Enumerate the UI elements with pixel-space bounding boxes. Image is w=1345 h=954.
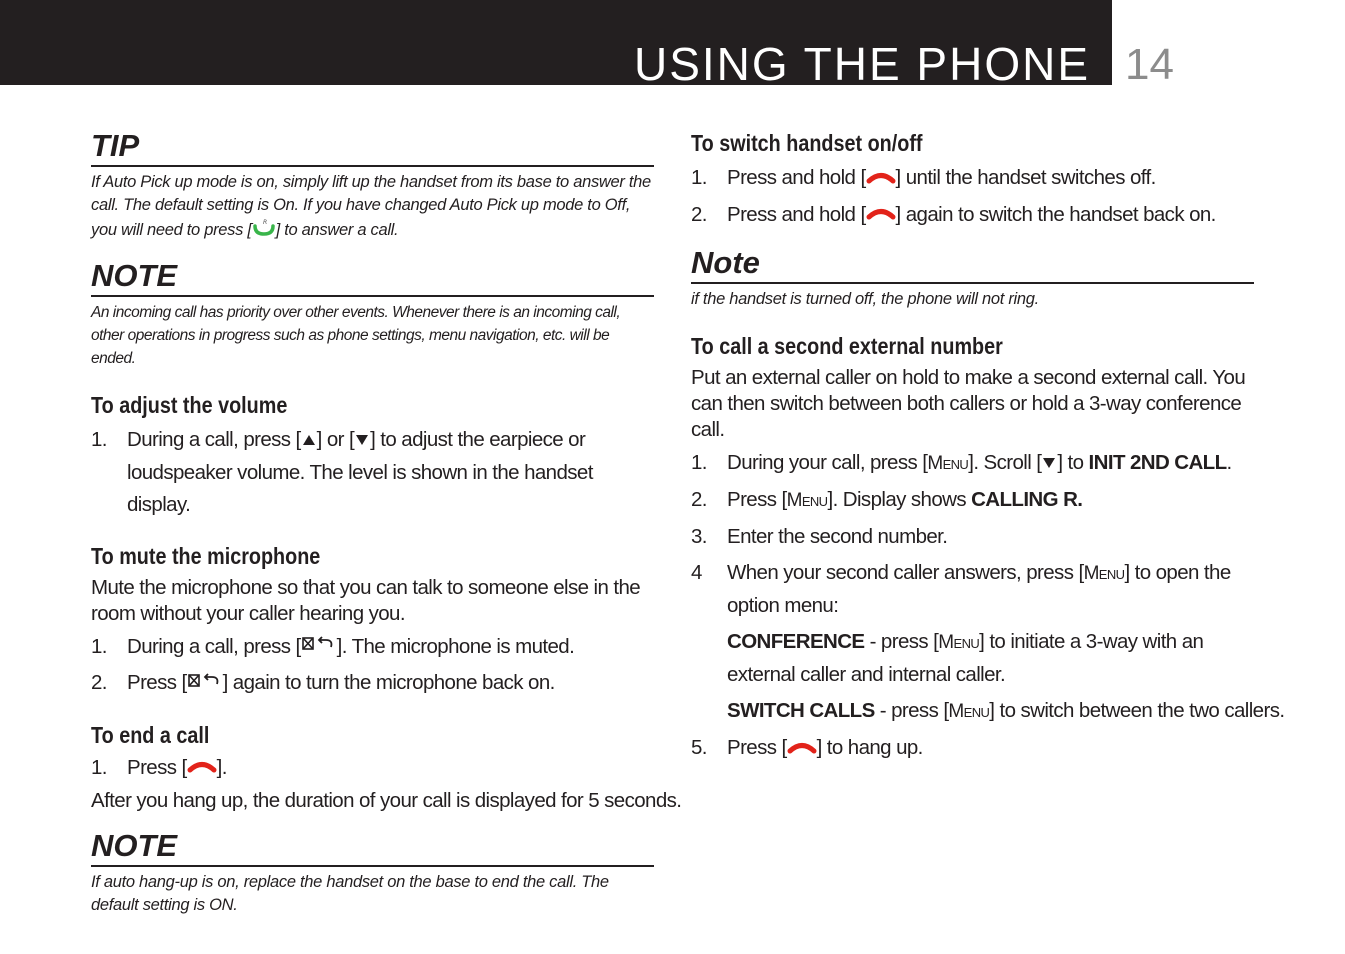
volume-heading: To adjust the volume xyxy=(91,392,288,418)
end-call-icon xyxy=(787,733,817,765)
end-call-after: After you hang up, the duration of your call is displayed for 5 seconds. xyxy=(91,789,682,813)
menu-key: Menu xyxy=(1083,563,1125,585)
end-call-icon xyxy=(866,199,896,231)
note-title-1: NOTE xyxy=(91,258,654,297)
mute-back-icon xyxy=(187,668,223,700)
mute-intro: Mute the microphone so that you can talk to someone else in the room without your caller hearing you. xyxy=(91,575,641,625)
note-text-1: An incoming call has priority over other events. Whenever there is an incoming call, other operations in progress such as phone settings, menu navigation, etc. will be ended. xyxy=(91,304,621,367)
note-text-2: If auto hang-up is on, replace the handset on the base to end the call. The default setting is ON. xyxy=(91,873,609,915)
list-item: 1. During your call, press [Menu]. Scroll [ ] to INIT 2ND CALL. xyxy=(691,447,1254,480)
note-box-1 xyxy=(91,258,654,370)
note-title-3: Note xyxy=(691,245,1254,284)
end-call-heading: To end a call xyxy=(91,721,210,748)
list-item: 4 When your second caller answers, press [Menu] to open the option menu: xyxy=(691,561,1231,618)
left-column xyxy=(91,128,682,917)
second-call-steps-end xyxy=(691,732,1254,765)
end-call-icon xyxy=(866,163,896,195)
note-box-2 xyxy=(91,828,654,917)
second-call-heading: To call a second external number xyxy=(691,333,1003,360)
menu-key: Menu xyxy=(786,490,828,512)
list-item: 1. Press and hold [ ] until the handset switches off. xyxy=(691,162,1254,195)
tip-box xyxy=(91,128,654,244)
end-call-steps xyxy=(91,752,654,785)
note-title-2: NOTE xyxy=(91,828,654,867)
list-item: 5. Press [ ] to hang up. xyxy=(691,732,1254,765)
list-item: 1. Press [ ]. xyxy=(91,752,654,785)
mute-steps xyxy=(91,631,654,700)
page-title: USING THE PHONE xyxy=(634,38,1090,90)
end-call-icon xyxy=(187,752,217,784)
answer-call-icon xyxy=(252,217,276,244)
list-item: 1. During a call, press [ ]. The microphone is muted. xyxy=(91,631,654,664)
volume-steps xyxy=(91,424,654,521)
tip-title: TIP xyxy=(91,128,654,167)
switch-steps xyxy=(691,162,1254,231)
right-column xyxy=(691,128,1285,765)
arrow-down-icon xyxy=(1041,448,1057,480)
page-number: 14 xyxy=(1125,40,1174,89)
second-call-intro: Put an external caller on hold to make a second external call. You can then switch between both callers or hold a 3-way conference call. xyxy=(691,366,1246,442)
list-item: 2. Press and hold [ ] again to switch the handset back on. xyxy=(691,199,1254,232)
menu-key: Menu xyxy=(927,453,969,475)
list-item: 2. Press [Menu]. Display shows CALLING R. xyxy=(691,488,1083,512)
second-call-steps xyxy=(691,447,1254,622)
arrow-down-icon xyxy=(354,425,370,457)
svg-text:R: R xyxy=(262,219,267,226)
switch-heading: To switch handset on/off xyxy=(691,130,923,156)
mute-back-icon xyxy=(301,631,337,663)
arrow-up-icon xyxy=(301,425,317,457)
note-text-3: if the handset is turned off, the phone will not ring. xyxy=(691,290,1039,309)
menu-key: Menu xyxy=(948,701,990,723)
note-box-3 xyxy=(691,245,1254,311)
switch-calls-option: SWITCH CALLS - press [Menu] to switch between the two callers. xyxy=(727,699,1285,723)
list-item: 1. During a call, press [ ] or [ ] to adjust the earpiece or loudspeaker volume. The level is shown in the handset display. xyxy=(91,424,654,521)
tip-text: If Auto Pick up mode is on, simply lift up the handset from its base to answer the call. The default setting is On. If you have changed Auto Pick up mode to Off, you will need to press [ R ] to answer a call. xyxy=(91,171,654,244)
conference-option: CONFERENCE - press [Menu] to initiate a 3-way with an external caller and internal caller. xyxy=(727,630,1204,687)
list-item: 3. Enter the second number. xyxy=(691,525,948,549)
list-item: 2. Press [ ] again to turn the microphone back on. xyxy=(91,667,654,700)
menu-key: Menu xyxy=(938,632,980,654)
header-bar xyxy=(0,0,1112,90)
mute-heading: To mute the microphone xyxy=(91,542,321,569)
